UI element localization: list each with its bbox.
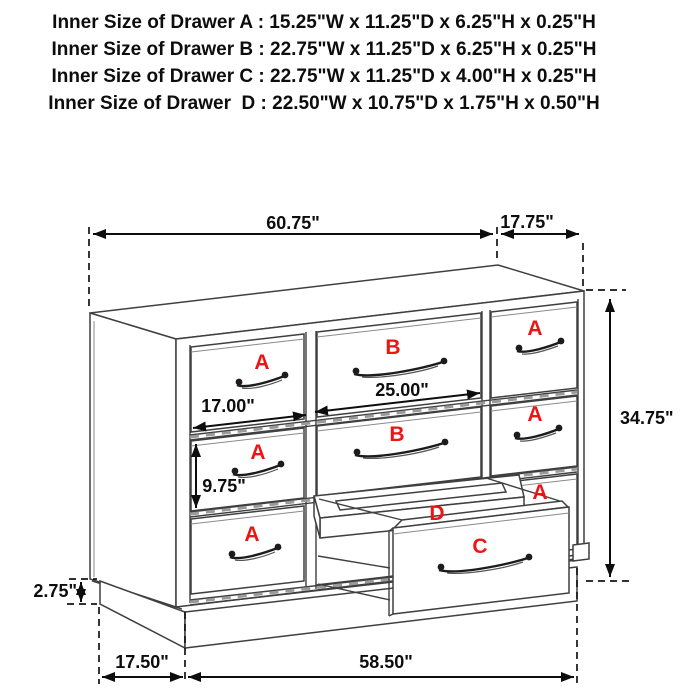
dim-top-width-label: 60.75" — [266, 213, 320, 233]
dim-base-width-label: 58.50" — [359, 652, 413, 672]
drawer-a3-left-front — [191, 506, 304, 594]
letter-a1-right: A — [527, 317, 543, 340]
right-foot — [573, 543, 589, 561]
dresser-left-panel — [90, 313, 176, 607]
dim-base-depth-label: 17.50" — [115, 652, 169, 672]
letter-d: D — [429, 502, 445, 525]
dim-drawer-b-width-label: 25.00" — [375, 380, 429, 400]
dim-height-label: 34.75" — [620, 408, 674, 428]
letter-a2-right: A — [527, 403, 543, 426]
letter-a3-left: A — [244, 523, 260, 546]
spec-line-c: Inner Size of Drawer C : 22.75"W x 11.25"D x 4.00"H x 0.25"H — [51, 66, 597, 87]
letter-a1-left: A — [254, 351, 270, 374]
dim-drawer-a-height-label: 9.75" — [202, 476, 246, 496]
dim-base-height-label: 2.75" — [33, 581, 77, 601]
spec-line-d: Inner Size of Drawer D : 22.50"W x 10.75"D x 1.75"H x 0.50"H — [48, 93, 600, 114]
letter-a3-right: A — [532, 481, 548, 504]
letter-b2: B — [389, 423, 405, 446]
dim-drawer-a-width-label: 17.00" — [201, 396, 255, 416]
letter-c: C — [472, 535, 488, 558]
drawer-a2-left-front — [191, 428, 304, 511]
spec-line-b: Inner Size of Drawer B : 22.75"W x 11.25"D x 6.25"H x 0.25"H — [51, 39, 597, 60]
letter-b1: B — [385, 336, 401, 359]
spec-line-a: Inner Size of Drawer A : 15.25"W x 11.25"D x 6.25"H x 0.25"H — [52, 12, 596, 33]
dresser-drawing — [90, 265, 589, 648]
spec-block — [48, 12, 599, 114]
dim-top-depth-label: 17.75" — [500, 212, 554, 232]
letter-a2-left: A — [250, 441, 266, 464]
